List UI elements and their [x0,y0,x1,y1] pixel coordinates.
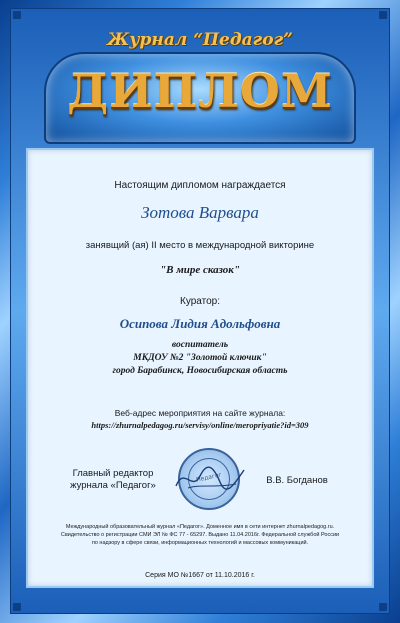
event-url-label: Веб-адрес мероприятия на сайте журнала: [114,408,286,418]
journal-title: Журнал “Педагог” [107,30,293,50]
curator-location: город Барабинск, Новосибирская область [112,366,288,376]
event-url[interactable]: https://zhurnalpedagog.ru/servisy/online/meropriyatie?id=309 [91,420,309,430]
curator-name: Осипова Лидия Адольфовна [119,316,281,331]
corner-ornament [379,11,387,19]
curator-label: Куратор: [180,296,220,307]
recipient-name: Зотова Варвара [141,203,259,222]
editor-label-line1: Главный редактор [72,468,154,479]
seal-text: Педагог [195,471,223,484]
corner-ornament [13,603,21,611]
legal-line: по надзору в сфере связи, информационных технологий и массовых коммуникаций. [91,540,309,546]
corner-ornament [13,11,21,19]
quiz-name: "В мире сказок" [160,264,240,276]
legal-info [36,523,364,547]
achievement-text: занявщий (ая) II место в международной викторине [85,240,315,251]
corner-ornament [379,603,387,611]
diploma-heading: ДИПЛОМ [67,64,333,118]
legal-line: Свидетельство о регистрации СМИ ЭЛ № ФС 77 - 65297. Выдано 11.04.2016г. Федеральной службой России [60,532,340,538]
curator-position: воспитатель [171,340,229,350]
editor-name: В.В. Богданов [266,475,328,486]
editor-label-line2: журнала «Педагог» [70,480,156,491]
curator-institution: МКДОУ №2 "Золотой ключик" [133,353,267,363]
editor-label [58,468,168,492]
award-intro: Настоящим дипломом награждается [114,180,286,191]
legal-line: Международный образовательный журнал «Педагог». Доменное имя в сети интернет zhurnalpedagog.ru. [65,524,335,530]
editor-signature [170,458,250,498]
series-number: Серия МО №1667 от 11.10.2016 г. [145,572,255,579]
